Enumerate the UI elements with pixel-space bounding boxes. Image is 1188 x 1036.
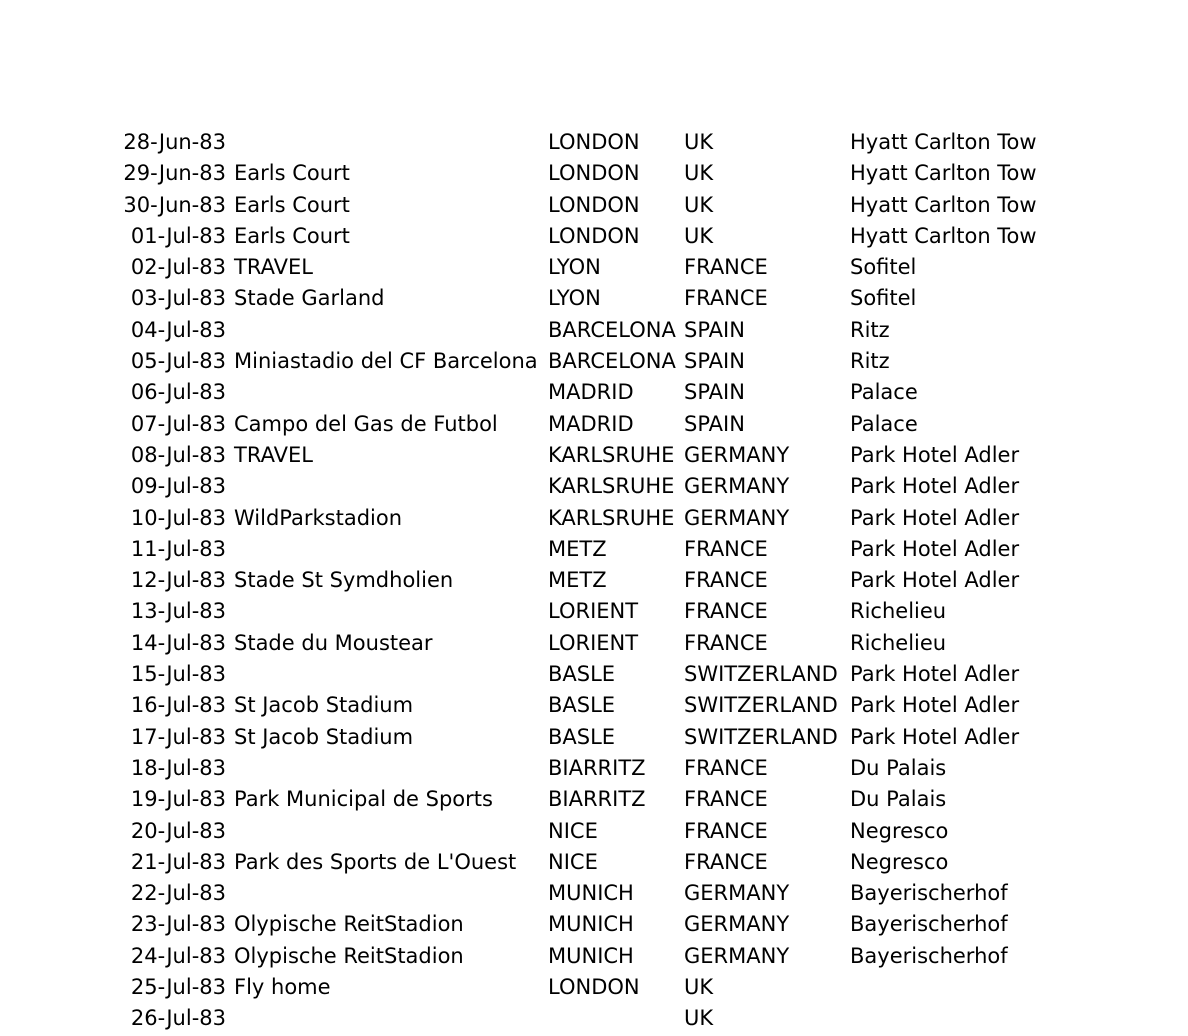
venue-cell: Miniastadio del CF Barcelona — [234, 349, 538, 374]
country-cell: FRANCE — [684, 849, 768, 874]
country-cell: UK — [684, 130, 714, 154]
hotel-cell: Park Hotel Adler — [850, 568, 1020, 593]
table-row — [0, 409, 1188, 440]
city-cell: LONDON — [548, 161, 640, 186]
date-cell: 17-Jul-83 — [130, 724, 226, 749]
venue-cell: WildParkstadion — [234, 505, 403, 530]
city-cell: MADRID — [548, 380, 634, 405]
country-cell: GERMANY — [684, 505, 790, 530]
table-row — [0, 659, 1188, 690]
city-cell: LONDON — [548, 192, 640, 217]
country-cell: FRANCE — [684, 818, 768, 843]
hotel-cell: Park Hotel Adler — [850, 724, 1020, 749]
hotel-cell: Sofitel — [850, 255, 917, 280]
city-cell: BIARRITZ — [548, 787, 646, 812]
city-cell: KARLSRUHE — [548, 505, 675, 530]
hotel-cell: Negresco — [850, 818, 949, 843]
venue-cell: TRAVEL — [234, 255, 313, 280]
table-row — [0, 158, 1188, 189]
date-cell: 23-Jul-83 — [130, 912, 226, 937]
table-row — [0, 878, 1188, 909]
table-row — [0, 941, 1188, 972]
date-cell: 21-Jul-83 — [130, 849, 226, 874]
country-cell: UK — [684, 1006, 714, 1031]
hotel-cell: Park Hotel Adler — [850, 505, 1020, 530]
venue-cell: Stade du Moustear — [234, 630, 433, 655]
hotel-cell: Hyatt Carlton Tow — [850, 161, 1037, 186]
table-row — [0, 440, 1188, 471]
country-cell: FRANCE — [684, 630, 768, 655]
table-row — [0, 127, 1188, 158]
date-cell: 06-Jul-83 — [130, 380, 226, 405]
table-row — [0, 534, 1188, 565]
country-cell: SPAIN — [684, 349, 745, 374]
city-cell: NICE — [548, 849, 598, 874]
city-cell: BASLE — [548, 662, 616, 687]
city-cell: LORIENT — [548, 630, 639, 655]
hotel-cell: Negresco — [850, 849, 949, 874]
city-cell: MUNICH — [548, 912, 634, 937]
hotel-cell: Ritz — [850, 349, 890, 374]
date-cell: 14-Jul-83 — [130, 630, 226, 655]
table-row — [0, 283, 1188, 314]
country-cell: GERMANY — [684, 912, 790, 937]
table-row — [0, 252, 1188, 283]
date-cell: 26-Jul-83 — [130, 1006, 226, 1031]
hotel-cell: Bayerischerhof — [850, 943, 1008, 968]
country-cell: FRANCE — [684, 536, 768, 561]
table-row — [0, 1003, 1188, 1034]
table-row — [0, 565, 1188, 596]
hotel-cell: Hyatt Carlton Tow — [850, 130, 1037, 154]
hotel-cell: Park Hotel Adler — [850, 442, 1020, 467]
city-cell: MUNICH — [548, 943, 634, 968]
city-cell: BARCELONA — [548, 349, 676, 374]
date-cell: 02-Jul-83 — [130, 255, 226, 280]
hotel-cell: Du Palais — [850, 755, 947, 780]
country-cell: FRANCE — [684, 568, 768, 593]
venue-cell: Park des Sports de L'Ouest — [234, 849, 517, 874]
table-row — [0, 503, 1188, 534]
table-row — [0, 346, 1188, 377]
table-row — [0, 377, 1188, 408]
date-cell: 13-Jul-83 — [130, 599, 226, 624]
date-cell: 04-Jul-83 — [130, 317, 226, 342]
country-cell: SPAIN — [684, 317, 745, 342]
date-cell: 18-Jul-83 — [130, 755, 226, 780]
city-cell: LYON — [548, 286, 601, 311]
city-cell: METZ — [548, 568, 607, 593]
country-cell: SPAIN — [684, 380, 745, 405]
city-cell: LYON — [548, 255, 601, 280]
date-cell: 15-Jul-83 — [130, 662, 226, 687]
date-cell: 24-Jul-83 — [130, 943, 226, 968]
country-cell: SWITZERLAND — [684, 662, 838, 687]
date-cell: 30-Jun-83 — [123, 192, 226, 217]
hotel-cell: Ritz — [850, 317, 890, 342]
country-cell: FRANCE — [684, 787, 768, 812]
date-cell: 22-Jul-83 — [130, 881, 226, 906]
table-row — [0, 722, 1188, 753]
hotel-cell: Bayerischerhof — [850, 912, 1008, 937]
country-cell: GERMANY — [684, 474, 790, 499]
table-row — [0, 471, 1188, 502]
city-cell: BARCELONA — [548, 317, 676, 342]
date-cell: 28-Jun-83 — [123, 130, 226, 154]
hotel-cell: Park Hotel Adler — [850, 536, 1020, 561]
date-cell: 25-Jul-83 — [130, 975, 226, 1000]
table-row — [0, 596, 1188, 627]
hotel-cell: Hyatt Carlton Tow — [850, 223, 1037, 248]
city-cell: BASLE — [548, 693, 616, 718]
venue-cell: Campo del Gas de Futbol — [234, 411, 498, 436]
hotel-cell: Bayerischerhof — [850, 881, 1008, 906]
table-row — [0, 972, 1188, 1003]
date-cell: 08-Jul-83 — [130, 442, 226, 467]
city-cell: BASLE — [548, 724, 616, 749]
city-cell: NICE — [548, 818, 598, 843]
city-cell: BIARRITZ — [548, 755, 646, 780]
venue-cell: St Jacob Stadium — [234, 724, 414, 749]
venue-cell: Earls Court — [234, 223, 350, 248]
date-cell: 03-Jul-83 — [130, 286, 226, 311]
tour-schedule-table — [0, 127, 1188, 1035]
table-row — [0, 221, 1188, 252]
country-cell: SWITZERLAND — [684, 693, 838, 718]
city-cell: MUNICH — [548, 881, 634, 906]
date-cell: 16-Jul-83 — [130, 693, 226, 718]
table-row — [0, 315, 1188, 346]
venue-cell: Park Municipal de Sports — [234, 787, 493, 812]
country-cell: UK — [684, 192, 714, 217]
country-cell: GERMANY — [684, 943, 790, 968]
city-cell: LONDON — [548, 130, 640, 154]
city-cell: MADRID — [548, 411, 634, 436]
country-cell: UK — [684, 223, 714, 248]
country-cell: GERMANY — [684, 881, 790, 906]
venue-cell: Stade St Symdholien — [234, 568, 454, 593]
city-cell: LONDON — [548, 223, 640, 248]
country-cell: GERMANY — [684, 442, 790, 467]
date-cell: 12-Jul-83 — [130, 568, 226, 593]
date-cell: 11-Jul-83 — [130, 536, 226, 561]
venue-cell: Stade Garland — [234, 286, 385, 311]
date-cell: 09-Jul-83 — [130, 474, 226, 499]
country-cell: UK — [684, 161, 714, 186]
hotel-cell: Du Palais — [850, 787, 947, 812]
hotel-cell: Sofitel — [850, 286, 917, 311]
country-cell: UK — [684, 975, 714, 1000]
hotel-cell: Park Hotel Adler — [850, 474, 1020, 499]
venue-cell: Fly home — [234, 975, 331, 1000]
venue-cell: Olypische ReitStadion — [234, 943, 464, 968]
venue-cell: TRAVEL — [234, 442, 313, 467]
country-cell: SPAIN — [684, 411, 745, 436]
city-cell: KARLSRUHE — [548, 474, 675, 499]
date-cell: 20-Jul-83 — [130, 818, 226, 843]
country-cell: FRANCE — [684, 255, 768, 280]
city-cell: LONDON — [548, 975, 640, 1000]
hotel-cell: Park Hotel Adler — [850, 662, 1020, 687]
country-cell: FRANCE — [684, 599, 768, 624]
country-cell: SWITZERLAND — [684, 724, 838, 749]
table-row — [0, 909, 1188, 940]
hotel-cell: Palace — [850, 380, 918, 405]
date-cell: 19-Jul-83 — [130, 787, 226, 812]
hotel-cell: Richelieu — [850, 630, 947, 655]
table-row — [0, 628, 1188, 659]
city-cell: METZ — [548, 536, 607, 561]
table-row — [0, 690, 1188, 721]
hotel-cell: Hyatt Carlton Tow — [850, 192, 1037, 217]
date-cell: 07-Jul-83 — [130, 411, 226, 436]
date-cell: 01-Jul-83 — [130, 223, 226, 248]
table-row — [0, 847, 1188, 878]
table-row — [0, 784, 1188, 815]
venue-cell: Earls Court — [234, 161, 350, 186]
hotel-cell: Palace — [850, 411, 918, 436]
table-row — [0, 753, 1188, 784]
country-cell: FRANCE — [684, 286, 768, 311]
table-row — [0, 190, 1188, 221]
hotel-cell: Richelieu — [850, 599, 947, 624]
venue-cell: Olypische ReitStadion — [234, 912, 464, 937]
venue-cell: Earls Court — [234, 192, 350, 217]
date-cell: 05-Jul-83 — [130, 349, 226, 374]
hotel-cell: Park Hotel Adler — [850, 693, 1020, 718]
date-cell: 29-Jun-83 — [123, 161, 226, 186]
country-cell: FRANCE — [684, 755, 768, 780]
city-cell: KARLSRUHE — [548, 442, 675, 467]
venue-cell: St Jacob Stadium — [234, 693, 414, 718]
table-row — [0, 816, 1188, 847]
city-cell: LORIENT — [548, 599, 639, 624]
date-cell: 10-Jul-83 — [130, 505, 226, 530]
